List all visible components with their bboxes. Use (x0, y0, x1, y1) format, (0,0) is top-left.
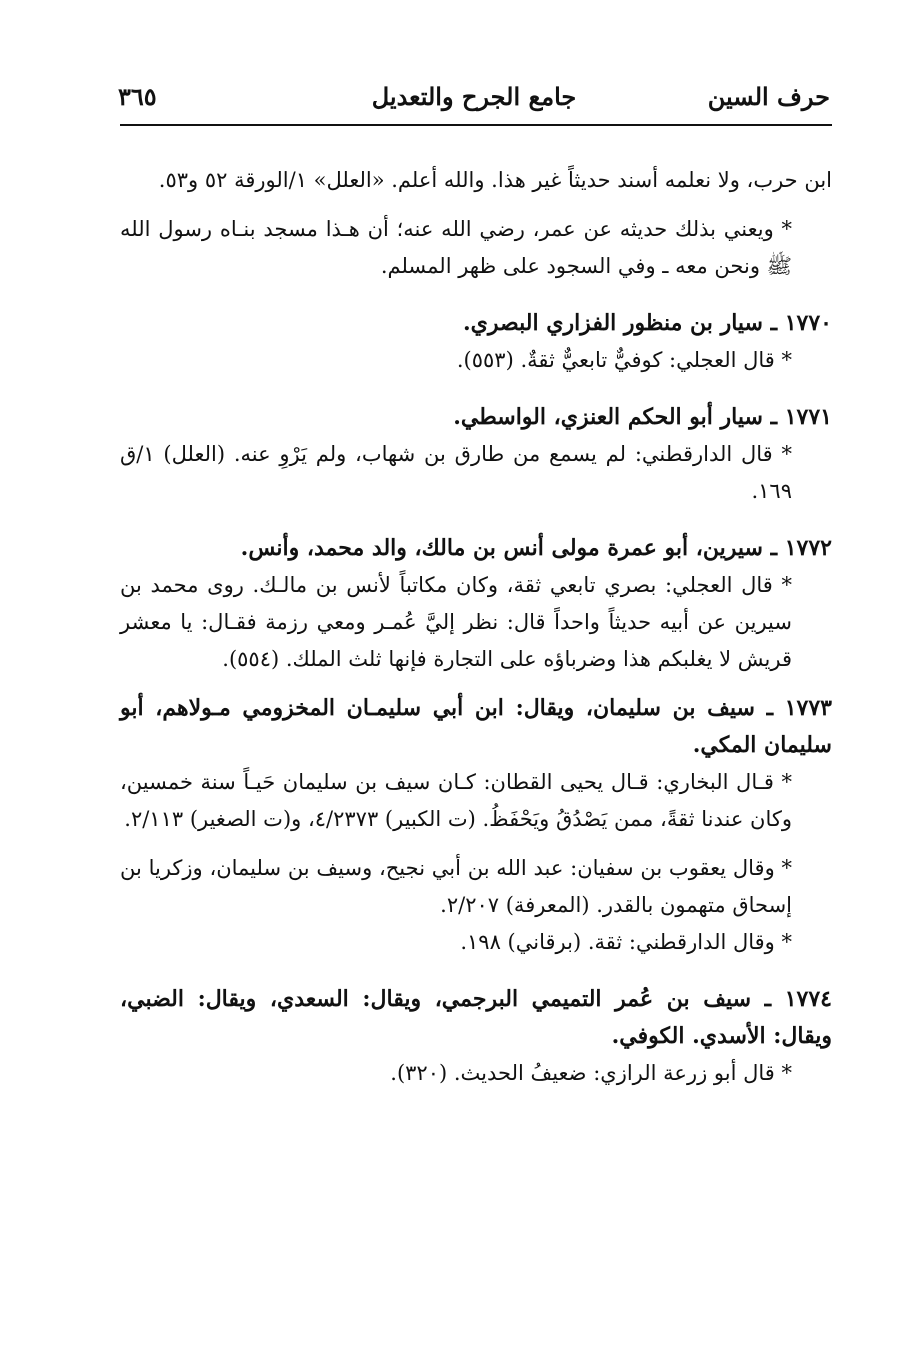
entry-1771-quote: * قال الدارقطني: لم يسمع من طارق بن شهاب، ولم يَرْوِ عنه. (العلل) ١/ق ١٦٩. (120, 442, 792, 503)
commentary-paragraph: * ويعني بذلك حديثه عن عمر، رضي الله عنه؛ أن هـذا مسجد بنـاه رسول الله ﷺ ونحن معه ـ وفي السجود على ظهر المسلم. (120, 217, 792, 278)
entry-heading-1770: ١٧٧٠ ـ سيار بن منظور الفزاري البصري. (463, 310, 832, 336)
header-divider (120, 124, 832, 126)
page-number: ٣٦٥ (118, 82, 157, 111)
entry-1774-quote: * قال أبو زرعة الرازي: ضعيفُ الحديث. (٣٢٠). (390, 1061, 792, 1085)
entry-1773-quote-3: * وقال الدارقطني: ثقة. (برقاني) ١٩٨. (460, 930, 792, 954)
entry-1773-quote-2: * وقال يعقوب بن سفيان: عبد الله بن أبي نجيح، وسيف بن سليمان، وزكريا بن إسحاق متهمون بالقدر. (المعرفة) ٢/٢٠٧. (120, 856, 792, 917)
entry-heading-1773: ١٧٧٣ ـ سيف بن سليمان، ويقال: ابن أبي سليمـان المخزومي مـولاهم، أبو سليمان المكي. (120, 695, 832, 758)
entry-heading-1774: ١٧٧٤ ـ سيف بن عُمر التميمي البرجمي، ويقال: السعدي، ويقال: الضبي، ويقال: الأسدي. الكوفي. (120, 986, 832, 1049)
book-title: جامع الجرح والتعديل (371, 82, 577, 111)
chapter-title: حرف السين (707, 82, 830, 111)
entry-heading-1772: ١٧٧٢ ـ سيرين، أبو عمرة مولى أنس بن مالك، والد محمد، وأنس. (240, 535, 832, 561)
continued-paragraph: ابن حرب، ولا نعلمه أسند حديثاً غير هذا. والله أعلم. «العلل» ١/الورقة ٥٢ و٥٣. (158, 168, 832, 192)
entry-heading-1771: ١٧٧١ ـ سيار أبو الحكم العنزي، الواسطي. (453, 404, 832, 430)
entry-1770-quote: * قال العجلي: كوفيٌّ تابعيٌّ ثقةٌ. (٥٥٣). (456, 348, 792, 372)
page-header (118, 78, 830, 118)
entry-1773-quote-1: * قـال البخاري: قـال يحيى القطان: كـان سيف بن سليمان حَيـاً سنة خمسين، وكان عندنا ثقةً، ممن يَصْدُقُ ويَحْفَظُ. (ت الكبير) ٤/٢٣٧٣، و(ت الصغير) ٢/١١٣. (120, 770, 792, 831)
page-body (120, 162, 832, 1092)
entry-1772-quote: * قال العجلي: بصري تابعي ثقة، وكان مكاتباً لأنس بن مالـك. روى محمد بن سيرين عن أبيه حديثاً واحداً قال: نظر إليَّ عُمـر ومعي رزمة فقـال: يا معشر قريش لا يغلبكم هذا وضرباؤه على التجارة فإنها ثلث الملك. (٥٥٤). (120, 573, 792, 671)
